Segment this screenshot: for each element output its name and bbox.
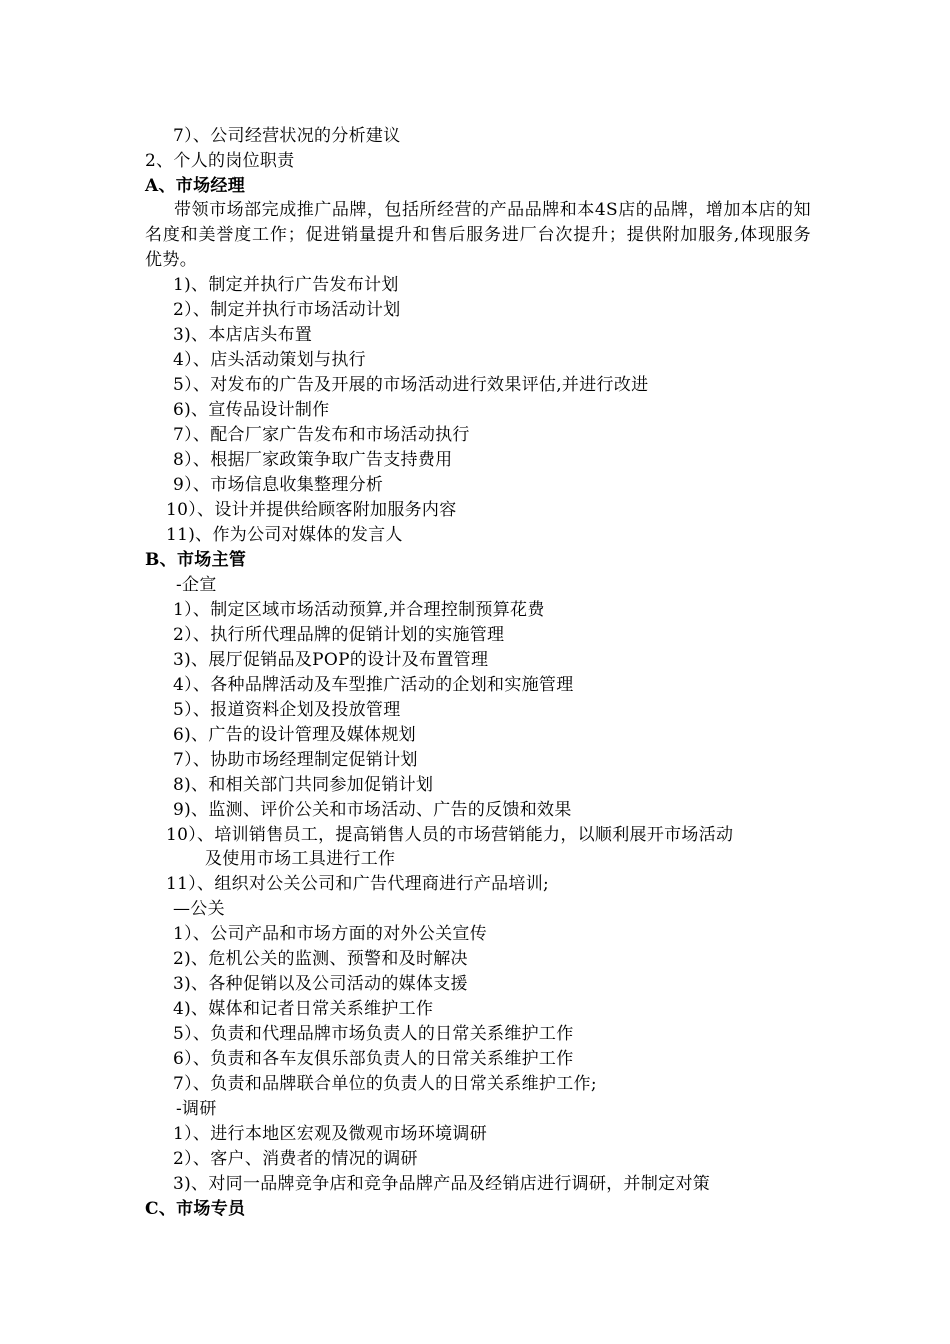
section-b-item: 5）、负责和代理品牌市场负责人的日常关系维护工作 xyxy=(173,1024,574,1044)
section-b-item: 3)、对同一品牌竞争店和竞争品牌产品及经销店进行调研，并制定对策 xyxy=(173,1174,711,1194)
intro-item-7: 7）、公司经营状况的分析建议 xyxy=(173,126,401,146)
section-b-item: 4）、各种品牌活动及车型推广活动的企划和实施管理 xyxy=(173,675,574,695)
section-b-item: 3)、展厅促销品及POP的设计及布置管理 xyxy=(173,650,489,670)
section-b-item: 8)、和相关部门共同参加促销计划 xyxy=(173,775,434,795)
section-b-item: 7）、负责和品牌联合单位的负责人的日常关系维护工作; xyxy=(173,1074,597,1094)
section-b-item: 2）、客户、消费者的情况的调研 xyxy=(173,1149,418,1169)
section-b-item: 7）、协助市场经理制定促销计划 xyxy=(173,750,418,770)
section-a-title: A、市场经理 xyxy=(145,176,245,196)
section-b-item: 3)、各种促销以及公司活动的媒体支援 xyxy=(173,974,468,994)
section-b-item: 9)、监测、评价公关和市场活动、广告的反馈和效果 xyxy=(173,800,572,820)
section-a-item: 2）、制定并执行市场活动计划 xyxy=(173,300,401,320)
section-c-title: C、市场专员 xyxy=(145,1199,246,1219)
section-a-item: 6)、宣传品设计制作 xyxy=(173,400,330,420)
section-b-item: 1）、制定区域市场活动预算,并合理控制预算花费 xyxy=(173,600,545,620)
section-a-item: 3)、本店店头布置 xyxy=(173,325,313,345)
section-b-item: 6)、广告的设计管理及媒体规划 xyxy=(173,725,416,745)
subsection-heading-gongguan: —公关 xyxy=(173,899,225,919)
section-b-item: 11）、组织对公关公司和广告代理商进行产品培训; xyxy=(166,874,550,894)
section-a-item: 5）、对发布的广告及开展的市场活动进行效果评估,并进行改进 xyxy=(173,375,649,395)
section-a-item: 7）、配合厂家广告发布和市场活动执行 xyxy=(173,425,470,445)
section-a-paragraph: 带领市场部完成推广品牌，包括所经营的产品品牌和本4S店的品牌，增加本店的知名度和美誉度工作；促进销量提升和售后服务进厂台次提升；提供附加服务,体现服务优势。 xyxy=(145,200,811,270)
section-b-item: 1）、公司产品和市场方面的对外公关宣传 xyxy=(173,924,488,944)
section-b-title: B、市场主管 xyxy=(145,550,247,570)
section-a-item: 9）、市场信息收集整理分析 xyxy=(173,475,384,495)
section-b-item: 4)、媒体和记者日常关系维护工作 xyxy=(173,999,434,1019)
subsection-heading-diaoyan: -调研 xyxy=(176,1099,217,1119)
section-a-item: 4）、店头活动策划与执行 xyxy=(173,350,366,370)
section-b-item: 6）、负责和各车友俱乐部负责人的日常关系维护工作 xyxy=(173,1049,574,1069)
section-a-item: 10）、设计并提供给顾客附加服务内容 xyxy=(166,500,457,520)
section-b-item: 5）、报道资料企划及投放管理 xyxy=(173,700,401,720)
subsection-heading-qixuan: -企宣 xyxy=(176,575,217,595)
section-a-item: 8）、根据厂家政策争取广告支持费用 xyxy=(173,450,453,470)
section-b-item: 2）、执行所代理品牌的促销计划的实施管理 xyxy=(173,625,505,645)
section-a-item: 1)、制定并执行广告发布计划 xyxy=(173,275,399,295)
section-b-item: 2)、危机公关的监测、预警和及时解决 xyxy=(173,949,468,969)
section-2-title: 2、个人的岗位职责 xyxy=(145,151,295,171)
section-a-item: 11)、作为公司对媒体的发言人 xyxy=(166,525,403,545)
section-b-item: 1）、进行本地区宏观及微观市场环境调研 xyxy=(173,1124,488,1144)
section-b-item-continuation: 及使用市场工具进行工作 xyxy=(205,849,396,869)
section-b-item: 10）、培训销售员工，提高销售人员的市场营销能力，以顺利展开市场活动 xyxy=(166,825,734,845)
